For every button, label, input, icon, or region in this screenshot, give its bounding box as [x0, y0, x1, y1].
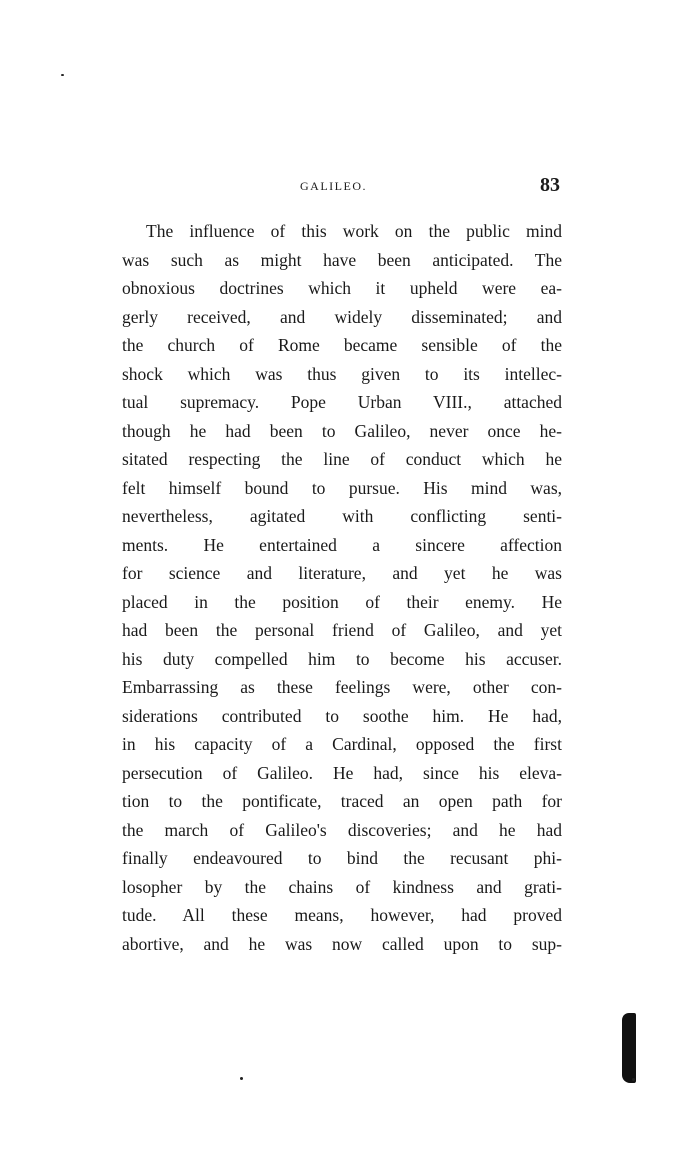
text-line: the church of Rome became sensible of the [122, 335, 562, 355]
text-line: shock which was thus given to its intellec- [122, 363, 562, 384]
running-head: GALILEO. [300, 179, 367, 193]
text-line: tude. All these means, however, had proved [122, 905, 562, 925]
text-line: Embarrassing as these feelings were, other con- [122, 677, 562, 697]
text-line: in his capacity of a Cardinal, opposed the first [122, 734, 562, 754]
text-line: obnoxious doctrines which it upheld were ea- [122, 278, 562, 298]
text-line: nevertheless, agitated with conflicting senti- [122, 506, 562, 526]
text-line: gerly received, and widely disseminated; and [122, 306, 562, 327]
text-line: the march of Galileo's discoveries; and he had [122, 819, 562, 840]
text-line: siderations contributed to soothe him. He had, [122, 705, 562, 726]
text-line: tual supremacy. Pope Urban VIII., attached [122, 392, 562, 412]
text-line: sitated respecting the line of conduct which he [122, 449, 562, 469]
text-line: The influence of this work on the public mind [146, 221, 562, 241]
page-number: 83 [540, 174, 560, 196]
text-line: placed in the position of their enemy. He [122, 591, 562, 612]
text-line: had been the personal friend of Galileo, and yet [122, 620, 562, 640]
text-line: for science and literature, and yet he was [122, 563, 562, 583]
ink-speck [632, 1078, 635, 1081]
page-header [122, 176, 560, 200]
text-line: abortive, and he was now called upon to sup- [122, 933, 562, 954]
text-line: losopher by the chains of kindness and grati- [122, 876, 562, 897]
text-line: felt himself bound to pursue. His mind was, [122, 477, 562, 498]
ink-speck [61, 74, 64, 76]
text-line: was such as might have been anticipated. The [122, 249, 562, 270]
page-edge-shadow [622, 1013, 636, 1083]
text-line: his duty compelled him to become his accuser. [122, 648, 562, 669]
body-text [122, 217, 562, 958]
text-line: though he had been to Galileo, never once he- [122, 420, 562, 441]
ink-speck [240, 1077, 243, 1080]
text-line: persecution of Galileo. He had, since his eleva- [122, 762, 562, 783]
text-line: ments. He entertained a sincere affection [122, 534, 562, 555]
text-line: finally endeavoured to bind the recusant phi- [122, 848, 562, 868]
text-line: tion to the pontificate, traced an open path for [122, 791, 562, 811]
